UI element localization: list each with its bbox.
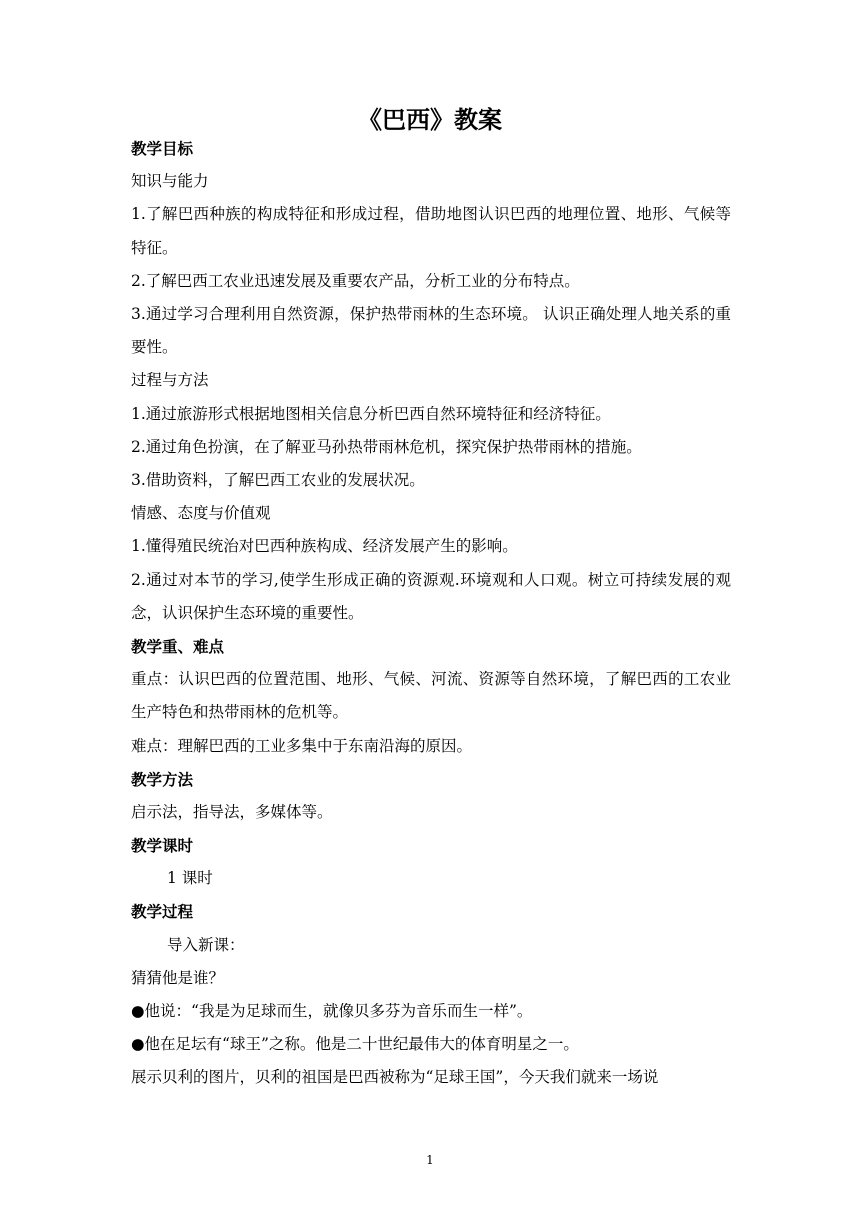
process-item-2: 2.通过角色扮演，在了解亚马孙热带雨林危机，探究保护热带雨林的措施。 [131, 437, 642, 456]
method-heading: 教学方法 [131, 769, 194, 789]
emotion-heading: 情感、态度与价值观 [131, 504, 271, 523]
guess-text: 猜猜他是谁？ [131, 968, 225, 987]
document-body [131, 132, 731, 1095]
knowledge-item-2: 2.了解巴西工农业迅速发展及重要农产品，分析工业的分布特点。 [131, 271, 580, 290]
page-number: 1 [426, 1153, 434, 1167]
key-point: 重点：认识巴西的位置范围、地形、气候、河流、资源等自然环境，了解巴西的工农业生产特色和热带雨林的危机等。 [131, 670, 731, 722]
emotion-item-1: 1.懂得殖民统治对巴西种族构成、经济发展产生的影响。 [131, 537, 518, 556]
process-item-3: 3.借助资料，了解巴西工农业的发展状况。 [131, 470, 425, 489]
knowledge-item-3: 3.通过学习合理利用自然资源，保护热带雨林的生态环境。 认识正确处理人地关系的重要性。 [131, 304, 731, 357]
clue-item-1: ●他说：“我是为足球而生，就像贝多芬为音乐而生一样”。 [131, 1002, 533, 1020]
knowledge-heading: 知识与能力 [131, 172, 209, 191]
process-item-1: 1.通过旅游形式根据地图相关信息分析巴西自然环境特征和经济特征。 [131, 404, 611, 423]
closing-text: 展示贝利的图片，贝利的祖国是巴西被称为“足球王国”，今天我们就来一场说 [131, 1068, 659, 1087]
hours-heading: 教学课时 [131, 836, 194, 856]
key-heading: 教学重、难点 [131, 636, 225, 656]
emotion-item-2: 2.通过对本节的学习,使学生形成正确的资源观.环境观和人口观。树立可持续发展的观念，认识保护生态环境的重要性。 [131, 570, 731, 622]
goals-heading: 教学目标 [131, 139, 194, 158]
procedure-heading: 教学过程 [131, 902, 194, 922]
process-heading: 过程与方法 [131, 371, 209, 390]
method-text: 启示法，指导法，多媒体等。 [131, 802, 333, 821]
document-title: 《巴西》教案 [358, 105, 502, 134]
hours-text: 1 课时 [167, 869, 213, 888]
clue-item-2: ●他在足坛有“球王”之称。他是二十世纪最伟大的体育明星之一。 [131, 1035, 579, 1054]
intro-text: 导入新课： [167, 935, 245, 954]
knowledge-item-1: 1.了解巴西种族的构成特征和形成过程，借助地图认识巴西的地理位置、地形、气候等特征。 [131, 205, 731, 257]
difficult-point: 难点：理解巴西的工业多集中于东南沿海的原因。 [131, 736, 473, 755]
